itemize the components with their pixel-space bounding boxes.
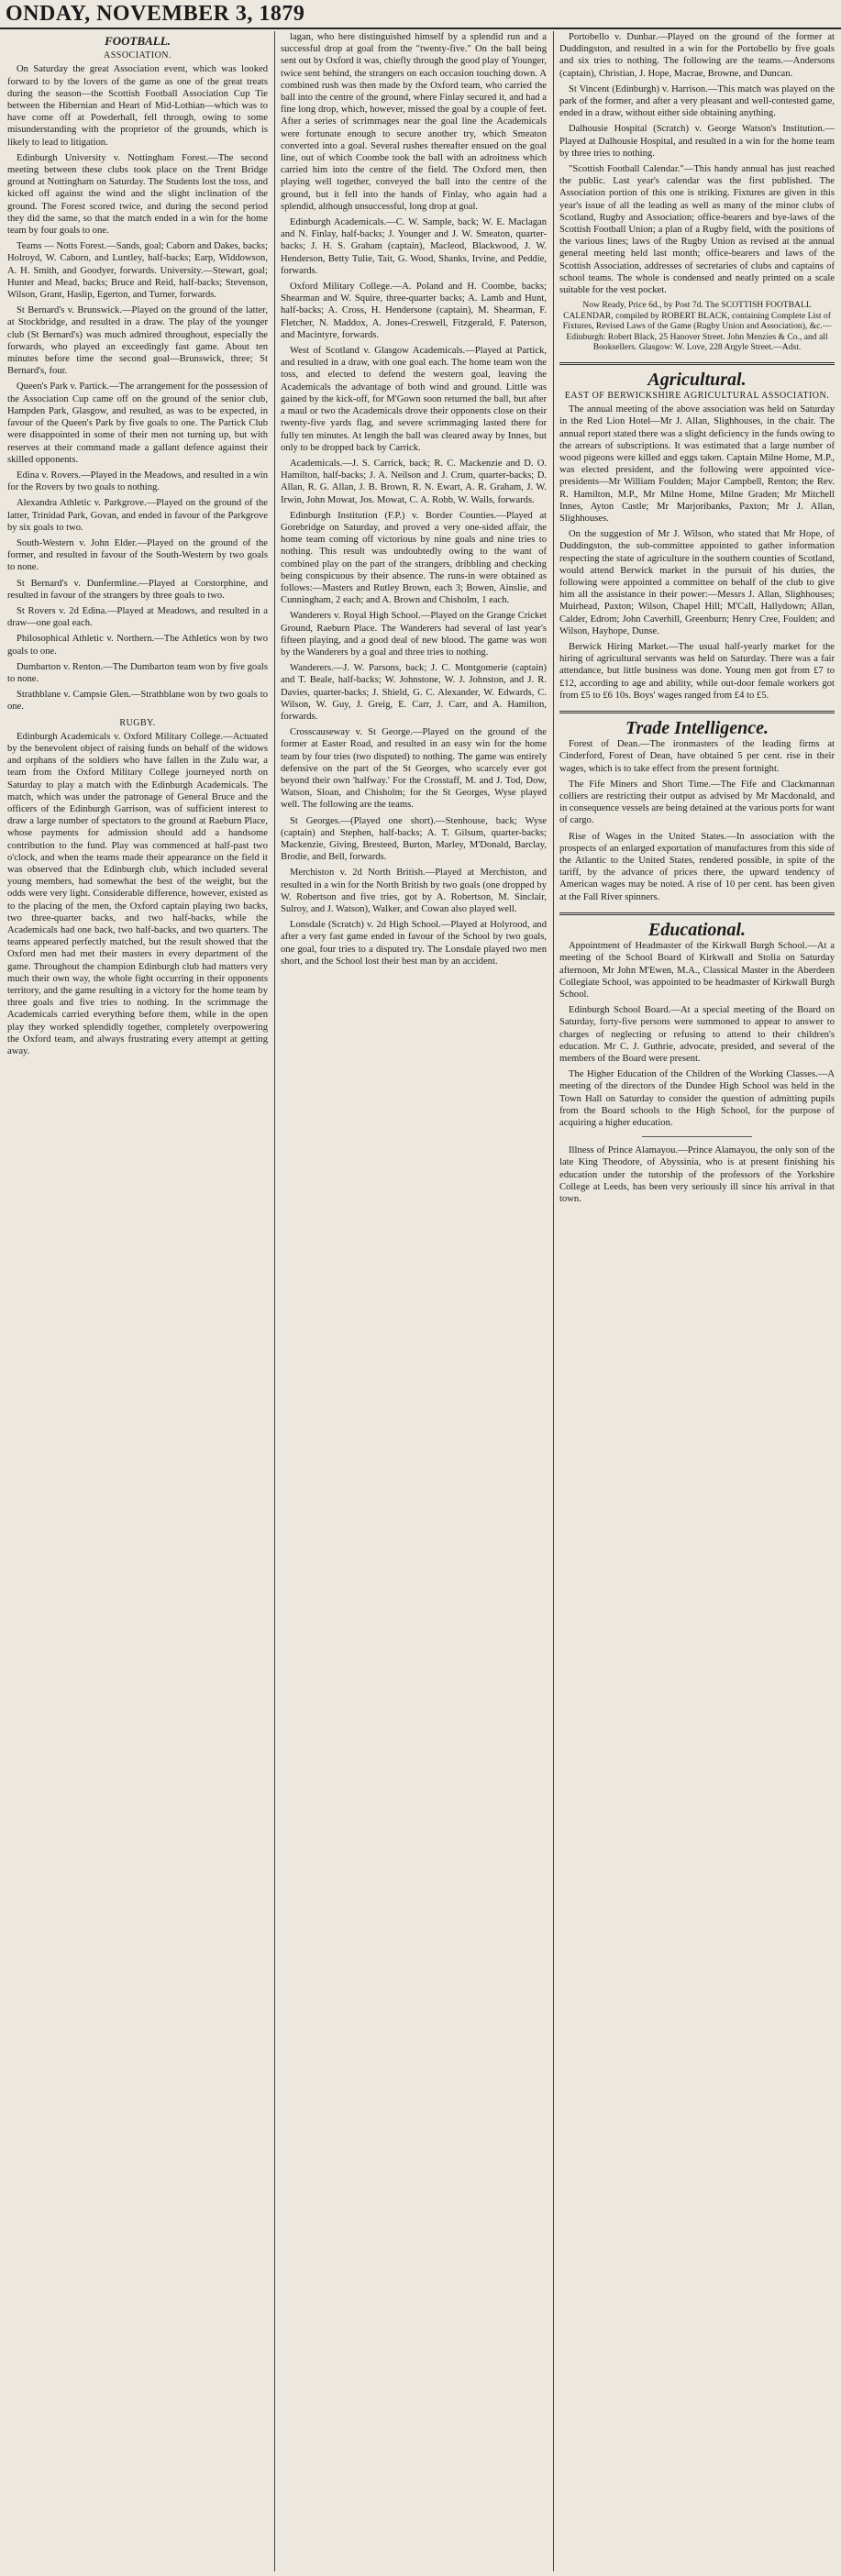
article-paragraph: Edinburgh University v. Nottingham Forest.—The second meeting between these clubs took place on the Trent Bridge ground at Nottingham on Saturday. The Students lost the toss, and kicked off against the wind and the slight inclination of the ground. The Forest scored twice, and during the second period they did the same, so that the match ended in a win for the home team by four goals to one. xyxy=(7,152,268,237)
team-list: Wanderers.—J. W. Parsons, back; J. C. Montgomerie (captain) and T. Beale, half-backs; W. Johnstone, W. J. Johnston, and J. R. Davies, quarter-backs; J. Shield, G. C. Alexander, W. Edwards, C. Wilson, W. Guy, J. Greig, E. Carr, J. Carr, and A. Hamilton, forwards. xyxy=(281,663,547,722)
column-2 xyxy=(281,31,547,2571)
section-heading-agricultural: Agricultural. xyxy=(647,369,747,390)
column-1 xyxy=(7,31,268,2571)
article-paragraph: Edinburgh School Board.—At a special meeting of the Board on Saturday, forty-five persons were summoned to appear to answer to charges of neglecting or refusing to attend to their children's education. Mr C. J. Guthrie, advocate, presided, and several of the members of the Board were present. xyxy=(559,1005,835,1064)
article-paragraph: Lonsdale (Scratch) v. 2d High School.—Played at Holyrood, and after a very fast game ended in favour of the School by two goals, one goal, four tries to a disputed try. The Lonsdale played two men short, and the School lost their best man by an accident. xyxy=(281,920,547,967)
team-list: Academicals.—J. S. Carrick, back; R. C. Mackenzie and D. O. Hamilton, half-backs; J. A. Neilson and J. Crum, quarter-backs; D. Allan, R. G. Allan, J. B. Brown, R. N. Ewart, A. R. Graham, J. W. Irwin, John Mowat, Jos. Mowat, C. A. Robb, W. Walls, forwards. xyxy=(281,458,547,505)
article-paragraph: Edina v. Rovers.—Played in the Meadows, and resulted in a win for the Rovers by two goals to nothing. xyxy=(7,470,268,493)
article-paragraph: "Scottish Football Calendar."—This handy annual has just reached the public. Last year's calendar was the first published. The Association portion of this one is striking. Fixtures are given in this year's issue of all the leading as well as many of the minor clubs of Scotland, Rugby and Association; office-bearers and bye-laws of the Scottish Football Union; a plan of a Rugby field, with the positions of the various lines; laws of the Rugby Union as revised at the annual general meeting held last month; office-bearers and laws of the Scottish Association, addresses of secretaries of clubs and captains of school teams. The whole is condensed and neatly printed on a scale suitable for the vest pocket. xyxy=(559,164,835,296)
article-paragraph: St Rovers v. 2d Edina.—Played at Meadows, and resulted in a draw—one goal each. xyxy=(7,605,268,629)
article-paragraph: On the suggestion of Mr J. Wilson, who stated that Mr Hope, of Duddingston, the sub-committee appointed to gather information respecting the state of agriculture in the southern counties of Scotland, would attend Berwick market in the pursuit of his duties, the following were appointed a committee on behalf of the club to give him all the assistance in their power:—Messrs J. Allan, Slighhouses; Muirhead, Paxton; Wilson, Chapel Hill; M'Call, Hallydown; Allan, Calder, Edrom; John Caverhill, Greenburn; Henry Cree, Foulden; and Wilson, Hayhope, Dunse. xyxy=(559,529,835,636)
article-paragraph: Edinburgh Institution (F.P.) v. Border Counties.—Played at Gorebridge on Saturday, and proved a very one-sided affair, the home team coming off victorious by nine goals and nine tries to nothing. This result was undoubtedly owing to the want of combined play on the part of the strangers, dribbling and checking being conspicuous by their absence. The runs-in were obtained as follows:—Masters and Rutley Brown, each 3; Bowen, Ainslie, and Cunningham, 2 each; and A. Brown and Chisholm, 1 each. xyxy=(281,510,547,606)
article-paragraph: Wanderers v. Royal High School.—Played on the Grange Cricket Ground, Raeburn Place. The Wanderers had several of last year's fifteen playing, and a good deal of new blood. The game was won by the Wanderers by a goal and three tries to nothing. xyxy=(281,611,547,658)
article-paragraph: South-Western v. John Elder.—Played on the ground of the former, and resulted in favour of the South-Western by two goals to none. xyxy=(7,537,268,573)
article-paragraph: lagan, who here distinguished himself by a splendid run and a successful drop at goal from the "twenty-five." On the ball being sent out by Oxford it was, chiefly through the good play of Younger, twice sent behind, the strangers on each occasion touching down. A combined rush was then made by the Oxford team, who carried the ball into the centre of the ground, where Finlay secured it, and had a fine long drop, which, however, missed the goal by a couple of feet. After a series of scrimmages near the goal line the Academicals were fortunate enough to secure another try, which Smeaton converted into a goal. Several rushes thereafter ensued on the goal line, out of which Coombe took the ball with an adroitness which carried him into the centre of the field. The Oxford men, then playing well together, conveyed the ball into the centre of the ground, but it fell into the hands of Finlay, who again had a splendid, although unsuccessful, long drop at goal. xyxy=(281,32,547,212)
article-paragraph: St Vincent (Edinburgh) v. Harrison.—This match was played on the park of the former, and after a very pleasant and well-contested game, ended in a draw, without either side obtaining anything. xyxy=(559,83,835,119)
column-rule-2 xyxy=(553,31,554,2571)
page-header xyxy=(0,0,841,29)
column-3 xyxy=(559,31,835,2571)
article-paragraph: Alexandra Athletic v. Parkgrove.—Played on the ground of the latter, Trinidad Park, Govan, and ended in favour of the Parkgrove by six goals to two. xyxy=(7,498,268,533)
article-paragraph: St Bernard's v. Dunfermline.—Played at Corstorphine, and resulted in favour of the strangers by three goals to two. xyxy=(7,578,268,601)
subhead-rugby: RUGBY. xyxy=(119,717,156,728)
team-list: Edinburgh Academicals.—C. W. Sample, back; W. E. Maclagan and N. Finlay, half-backs; J. Younger and J. W. Smeaton, quarter-backs; J. H. S. Graham (captain), Macleod, Blackwood, J. W. Henderson, Betty Tulie, Tait, G. Wood, Shanks, Irvine, and Peddie, forwards. xyxy=(281,217,547,276)
article-paragraph: Rise of Wages in the United States.—In association with the prospects of an enlarged exportation of manufactures from this side of the Atlantic to the United States, rendered possible, in spite of the tariff, by the advance of prices there, the upward tendency of American wages may be noted. A rise of 10 per cent. has been given at the Fall River spinners. xyxy=(559,831,835,902)
article-paragraph: The Higher Education of the Children of the Working Classes.—A meeting of the directors of the Dundee High School was held in the Town Hall on Saturday to consider the question of admitting pupils from the Board schools to the High School, for the purpose of acquiring a higher education. xyxy=(559,1069,835,1128)
section-divider xyxy=(559,362,835,365)
article-paragraph: Philosophical Athletic v. Northern.—The Athletics won by two goals to one. xyxy=(7,634,268,657)
article-paragraph: The annual meeting of the above association was held on Saturday in the Red Lion Hotel—Mr J. Allan, Slighhouses, in the chair. The annual report stated there was a slight deficiency in the funds owing to the arrears of subscriptions. It was estimated that a large number of wood pigeons were killed and eggs taken. Captain Milne Home, M.P., was elected president, and the following were appointed vice-presidents—Mr William Foulden; Major Campbell, Renton; the Rev. R. Hamilton, M.P., Mr Milne Home, Milne Graden; Mr Mitchell Innes, Ayton Castle; Mr Marjoribanks, Paxton; Mr J. Allan, Slighhouses. xyxy=(559,404,835,524)
article-paragraph: Appointment of Headmaster of the Kirkwall Burgh School.—At a meeting of the School Board of Kirkwall and Stolia on Saturday afternoon, Mr John M'Ewen, M.A., Classical Master in the Aberdeen Collegiate School, was appointed to be headmaster of Kirkwall Burgh School. xyxy=(559,941,835,1000)
section-heading-trade: Trade Intelligence. xyxy=(625,718,769,739)
team-list: Oxford Military College.—A. Poland and H. Coombe, backs; Shearman and W. Squire, three-quarter backs; A. Lamb and Hunt, half-backs; A. Cross, H. Hendersone (captain), M. Shearman, F. Fletcher, N. Maddox, A. Jones-Creswell, Fitzgerald, F. Paterson, and Macintyre, forwards. xyxy=(281,282,547,340)
article-paragraph: Crosscauseway v. St George.—Played on the ground of the former at Easter Road, and resulted in an easy win for the home team by four tries (two disputed) to nothing. The game was entirely defensive on the part of the St Georges, who scarcely ever got beyond their own 'halfway.' For the Crosstaff, M. and J. Tod, Dow, Watson, Sloan, and Chisholm; for the St Georges, Wyse played well. The following are the teams. xyxy=(281,727,547,811)
page-date-title: ONDAY, NOVEMBER 3, 1879 xyxy=(6,2,305,26)
section-heading-football: FOOTBALL. xyxy=(105,34,171,48)
article-paragraph: Portobello v. Dunbar.—Played on the ground of the former at Duddingston, and resulted in a win for the Portobello by five goals and six tries to nothing. The following are the teams.—Andersons (captain), Christian, J. Hope, Macrae, Browne, and Duncan. xyxy=(559,32,835,79)
article-paragraph: Berwick Hiring Market.—The usual half-yearly market for the hiring of agricultural servants was held on Saturday. There was a fair attendance, but little business was done. Young men got from £7 to £12, according to age and ability, while out-door female workers got from £5 to £6 10s. Boys' wages ranged from £4 to £5. xyxy=(559,642,835,701)
team-list: Teams — Notts Forest.—Sands, goal; Caborn and Dakes, backs; Holroyd, W. Caborn, and Luntley, half-backs; Earp, Widdowson, A. H. Smith, and Goodyer, forwards. University.—Stewart, goal; Hunter and Mead, backs; Bruce and Reid, half-backs; Stevenson, Wilson, Grant, Haslip, Egerton, and Turner, forwards. xyxy=(7,241,268,301)
article-paragraph: Forest of Dean.—The ironmasters of the leading firms at Cinderford, Forest of Dean, have obtained 5 per cent. rise in their wages, which is to take effect from the present fortnight. xyxy=(559,739,835,774)
article-paragraph: St Bernard's v. Brunswick.—Played on the ground of the latter, at Stockbridge, and resulted in a draw. The play of the younger club (St Bernard's) was much admired throughout, especially the forwards, who played an exceedingly fast game. About ten minutes before time the second goal—Brunswick, three; St Bernard's, four. xyxy=(7,305,268,377)
article-paragraph: The Fife Miners and Short Time.—The Fife and Clackmannan colliers are restricting their output as advised by Mr Macdonald, and in consequence vessels are being detained at the various ports for want of cargo. xyxy=(559,779,835,826)
article-paragraph: Strathblane v. Campsie Glen.—Strathblane won by two goals to one. xyxy=(7,690,268,713)
article-paragraph: West of Scotland v. Glasgow Academicals.—Played at Partick, and resulted in a draw, with one goal each. The home team won the toss, and elected to defend the western goal, leaving the Academicals the advantage of both wind and ground. Little was gained by the kick-off, for M'Gown soon returned the ball, but after a maul or two the Academicals drove their opponents close on their twenty-five yards flag, and severe scrimmaging lasted there for fully ten minutes. At length the ball was cleared away by Innes, but only to be dropped back by Carrick. xyxy=(281,346,547,453)
subhead-association: ASSOCIATION. xyxy=(103,50,172,61)
section-heading-educational: Educational. xyxy=(647,919,747,940)
article-separator xyxy=(642,1136,752,1137)
article-paragraph: Merchiston v. 2d North British.—Played at Merchiston, and resulted in a win for the North British by two goals (one dropped by W. Robertson and five tries, got by A. Robertson, M. Sinclair, Sulroy, and J. Watson), Walker, and Cowan also played well. xyxy=(281,868,547,915)
section-divider xyxy=(559,912,835,915)
subhead-berwickshire: EAST OF BERWICKSHIRE AGRICULTURAL ASSOCIATION. xyxy=(564,390,830,401)
advertisement: Now Ready, Price 6d., by Post 7d. The SCOTTISH FOOTBALL CALENDAR, compiled by ROBERT BLACK, containing Complete List of Fixtures, Revised Laws of the Game (Rugby Union and Association), &c.—Edinburgh: Robert Black, 25 Hanover Street. John Menzies & Co., and all Booksellers. Glasgow: W. Love, 228 Argyle Street.—Adst. xyxy=(562,300,832,353)
column-rule-1 xyxy=(274,31,275,2571)
article-paragraph: Edinburgh Academicals v. Oxford Military College.—Actuated by the benevolent object of raising funds on behalf of the widows and orphans of the soldiers who have fallen in the Zulu war, a team from the Oxford Military College journeyed north on Saturday to play a match with the Edinburgh Academicals. The match, which was under the patronage of General Bruce and the officers of the Edinburgh Garrison, was of sufficient interest to draw a large number of spectators to the ground at Raeburn Place, whose payments for admission should add a handsome contribution to the fund. Play was commenced at half-past two o'clock, and when the teams made their appearance on the field it was observed that the Edinburgh club, which included several young members, had somewhat the best of the weight, but the odds were very light. Considerable difference, however, existed as to the placing of the men, the Oxford captain playing two backs, two three-quarter backs, and two half-backs, while the Academicals had one back, two half-backs, and two quarters. The teams appeared perfectly matched, but the result showed that the Oxford men had met their masters in every department of the game. Throughout the champion Edinburgh club had matters very much their own way, the whole fight occurring in their opponents territory, and the game resulting in a victory for the home team by three goals and five tries to nothing. In the scrimmage the Academicals carried everything before them, while in the open play they worked splendidly together, completely overpowering the Oxford team, and always frustrating every attempt at getting away. xyxy=(7,731,268,1057)
article-paragraph: Dalhousie Hospital (Scratch) v. George Watson's Institution.—Played at Dalhousie Hospital, and resulted in a win for the home team by three tries to nothing. xyxy=(559,124,835,159)
article-paragraph: Dumbarton v. Renton.—The Dumbarton team won by five goals to none. xyxy=(7,661,268,684)
section-divider xyxy=(559,711,835,713)
team-list: St Georges.—(Played one short).—Stenhouse, back; Wyse (captain) and Stephen, half-backs; A. T. Gilsum, quarter-backs; Mackenzie, Giving, Bresteed, Burton, Marley, M'Donald, Barclay, Brodie, and Bell, forwards. xyxy=(281,815,547,863)
article-paragraph: On Saturday the great Association event, which was looked forward to by the lovers of the game as one of the great treats during the season—the Scottish Football Association Cup Tie between the Hibernian and Heart of Mid-Lothian—which was to have come off at Powderhall, fell through, owing to some misunderstanding with the proprietor of the grounds, which is likely to lead to litigation. xyxy=(7,64,268,148)
article-paragraph: Queen's Park v. Partick.—The arrangement for the possession of the Association Cup came off on the ground of the senior club, Hampden Park, Glasgow, and resulted, as was to be expected, in favour of the Queen's Park by five goals to one. The Partick Club were disappointed in some of their men not turning up, but with reserves at their command made a gallant defence against their skilled opponents. xyxy=(7,381,268,465)
article-paragraph: Illness of Prince Alamayou.—Prince Alamayou, the only son of the late King Theodore, of Abyssinia, who is at present finishing his education under the tutorship of the professors of the Yorkshire College at Leeds, has been very seriously ill since his arrival in that town. xyxy=(559,1145,835,1204)
